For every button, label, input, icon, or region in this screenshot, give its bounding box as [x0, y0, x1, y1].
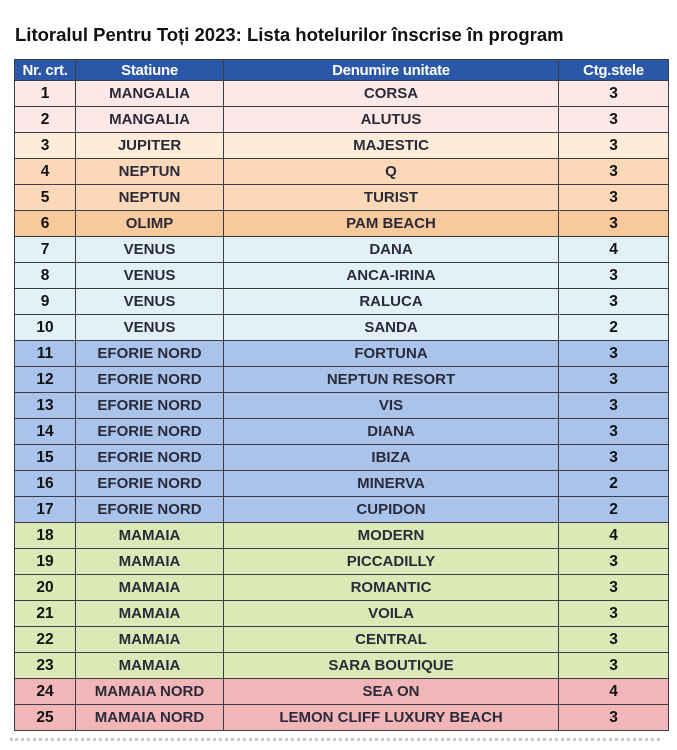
cell-nr-crt: 11: [15, 341, 76, 367]
cell-denumire-unitate: SANDA: [224, 315, 559, 341]
cell-nr-crt: 2: [15, 107, 76, 133]
cell-statiune: EFORIE NORD: [76, 445, 224, 471]
table-row: [15, 237, 669, 263]
cell-ctg-stele: 3: [559, 263, 669, 289]
cell-ctg-stele: 3: [559, 341, 669, 367]
cell-nr-crt: 14: [15, 419, 76, 445]
cell-denumire-unitate: FORTUNA: [224, 341, 559, 367]
cell-nr-crt: 3: [15, 133, 76, 159]
cell-denumire-unitate: ROMANTIC: [224, 575, 559, 601]
cell-ctg-stele: 3: [559, 445, 669, 471]
table-row: [15, 549, 669, 575]
cell-nr-crt: 10: [15, 315, 76, 341]
cell-statiune: VENUS: [76, 289, 224, 315]
table-row: [15, 601, 669, 627]
table-row: [15, 575, 669, 601]
table-row: [15, 523, 669, 549]
cell-ctg-stele: 2: [559, 497, 669, 523]
cell-denumire-unitate: MODERN: [224, 523, 559, 549]
cell-nr-crt: 25: [15, 705, 76, 731]
cut-off-text-line: [10, 738, 660, 745]
cell-ctg-stele: 3: [559, 705, 669, 731]
table-row: [15, 471, 669, 497]
cell-nr-crt: 22: [15, 627, 76, 653]
cell-nr-crt: 8: [15, 263, 76, 289]
table-row: [15, 705, 669, 731]
cell-ctg-stele: 3: [559, 367, 669, 393]
cell-statiune: EFORIE NORD: [76, 419, 224, 445]
cell-denumire-unitate: SARA BOUTIQUE: [224, 653, 559, 679]
cell-denumire-unitate: VIS: [224, 393, 559, 419]
column-header-nr-crt: Nr. crt.: [15, 60, 76, 81]
table-row: [15, 289, 669, 315]
cell-nr-crt: 9: [15, 289, 76, 315]
cell-ctg-stele: 3: [559, 289, 669, 315]
cell-ctg-stele: 3: [559, 575, 669, 601]
cell-nr-crt: 17: [15, 497, 76, 523]
table-row: [15, 627, 669, 653]
page-title: Litoralul Pentru Toți 2023: Lista hotelurilor înscrise în program: [15, 24, 564, 45]
cell-ctg-stele: 3: [559, 653, 669, 679]
cell-nr-crt: 20: [15, 575, 76, 601]
cell-statiune: MAMAIA: [76, 601, 224, 627]
cell-denumire-unitate: SEA ON: [224, 679, 559, 705]
table-row: [15, 107, 669, 133]
cell-denumire-unitate: ALUTUS: [224, 107, 559, 133]
cell-statiune: MAMAIA: [76, 523, 224, 549]
cell-nr-crt: 24: [15, 679, 76, 705]
cell-denumire-unitate: ANCA-IRINA: [224, 263, 559, 289]
cell-ctg-stele: 4: [559, 237, 669, 263]
cell-statiune: EFORIE NORD: [76, 393, 224, 419]
cell-denumire-unitate: MAJESTIC: [224, 133, 559, 159]
cell-statiune: MAMAIA: [76, 549, 224, 575]
table-row: [15, 341, 669, 367]
cell-statiune: MAMAIA: [76, 653, 224, 679]
cell-nr-crt: 7: [15, 237, 76, 263]
cell-nr-crt: 13: [15, 393, 76, 419]
cell-statiune: EFORIE NORD: [76, 471, 224, 497]
cell-statiune: MANGALIA: [76, 81, 224, 107]
cell-ctg-stele: 4: [559, 523, 669, 549]
cell-ctg-stele: 3: [559, 393, 669, 419]
cell-denumire-unitate: DIANA: [224, 419, 559, 445]
cell-nr-crt: 23: [15, 653, 76, 679]
cell-ctg-stele: 3: [559, 81, 669, 107]
cell-ctg-stele: 4: [559, 679, 669, 705]
cell-nr-crt: 19: [15, 549, 76, 575]
table-row: [15, 185, 669, 211]
cell-ctg-stele: 3: [559, 549, 669, 575]
column-header-ctg-stele: Ctg.stele: [559, 60, 669, 81]
cell-statiune: OLIMP: [76, 211, 224, 237]
cell-statiune: EFORIE NORD: [76, 497, 224, 523]
table-row: [15, 159, 669, 185]
table-row: [15, 445, 669, 471]
cell-statiune: EFORIE NORD: [76, 341, 224, 367]
cell-statiune: MANGALIA: [76, 107, 224, 133]
table-row: [15, 211, 669, 237]
cell-denumire-unitate: LEMON CLIFF LUXURY BEACH: [224, 705, 559, 731]
cell-ctg-stele: 3: [559, 419, 669, 445]
cell-statiune: VENUS: [76, 263, 224, 289]
cell-ctg-stele: 2: [559, 471, 669, 497]
table-body: [15, 81, 669, 731]
cell-ctg-stele: 3: [559, 601, 669, 627]
cell-denumire-unitate: Q: [224, 159, 559, 185]
cell-nr-crt: 1: [15, 81, 76, 107]
cell-ctg-stele: 3: [559, 627, 669, 653]
cell-nr-crt: 12: [15, 367, 76, 393]
table-row: [15, 315, 669, 341]
table-row: [15, 393, 669, 419]
cell-statiune: JUPITER: [76, 133, 224, 159]
table-row: [15, 679, 669, 705]
cell-statiune: VENUS: [76, 315, 224, 341]
cell-statiune: MAMAIA NORD: [76, 679, 224, 705]
cell-statiune: MAMAIA: [76, 627, 224, 653]
cell-denumire-unitate: VOILA: [224, 601, 559, 627]
cell-denumire-unitate: CUPIDON: [224, 497, 559, 523]
column-header-denumire-unitate: Denumire unitate: [224, 60, 559, 81]
table-row: [15, 263, 669, 289]
cell-denumire-unitate: IBIZA: [224, 445, 559, 471]
cell-statiune: MAMAIA: [76, 575, 224, 601]
cell-statiune: MAMAIA NORD: [76, 705, 224, 731]
column-header-statiune: Statiune: [76, 60, 224, 81]
cell-denumire-unitate: PICCADILLY: [224, 549, 559, 575]
cell-ctg-stele: 3: [559, 159, 669, 185]
cell-ctg-stele: 3: [559, 185, 669, 211]
cell-nr-crt: 15: [15, 445, 76, 471]
cell-statiune: EFORIE NORD: [76, 367, 224, 393]
table-row: [15, 367, 669, 393]
cell-statiune: VENUS: [76, 237, 224, 263]
cell-ctg-stele: 2: [559, 315, 669, 341]
cell-nr-crt: 6: [15, 211, 76, 237]
cell-denumire-unitate: DANA: [224, 237, 559, 263]
cell-denumire-unitate: CENTRAL: [224, 627, 559, 653]
table-header-row: [15, 60, 669, 81]
cell-nr-crt: 16: [15, 471, 76, 497]
table-row: [15, 419, 669, 445]
cell-ctg-stele: 3: [559, 133, 669, 159]
cell-nr-crt: 18: [15, 523, 76, 549]
cell-statiune: NEPTUN: [76, 159, 224, 185]
cell-nr-crt: 5: [15, 185, 76, 211]
cell-nr-crt: 4: [15, 159, 76, 185]
cell-denumire-unitate: PAM BEACH: [224, 211, 559, 237]
table-row: [15, 81, 669, 107]
cell-ctg-stele: 3: [559, 211, 669, 237]
table-row: [15, 653, 669, 679]
cell-denumire-unitate: MINERVA: [224, 471, 559, 497]
table-row: [15, 497, 669, 523]
hotel-list-table: [14, 59, 669, 731]
cell-denumire-unitate: NEPTUN RESORT: [224, 367, 559, 393]
cell-statiune: NEPTUN: [76, 185, 224, 211]
cell-nr-crt: 21: [15, 601, 76, 627]
table-row: [15, 133, 669, 159]
cell-denumire-unitate: CORSA: [224, 81, 559, 107]
cell-ctg-stele: 3: [559, 107, 669, 133]
cell-denumire-unitate: RALUCA: [224, 289, 559, 315]
cell-denumire-unitate: TURIST: [224, 185, 559, 211]
